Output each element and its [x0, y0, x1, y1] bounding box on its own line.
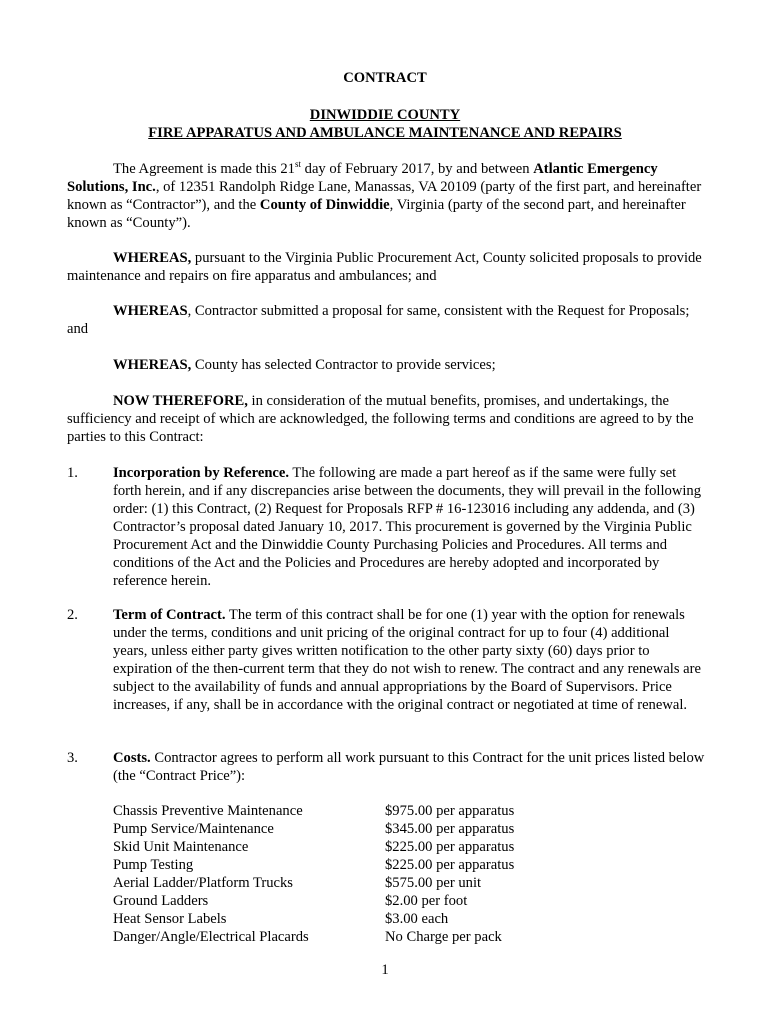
clause-heading: Costs. [113, 750, 151, 766]
county-name: County of Dinwiddie [259, 197, 390, 213]
whereas-label: WHEREAS [113, 303, 188, 319]
price-item-name: Pump Testing [113, 857, 194, 873]
price-item-value: $975.00 per apparatus [385, 803, 515, 819]
item-number: 3. [67, 750, 78, 766]
price-row [113, 892, 593, 910]
whereas-text: , Contractor submitted a proposal for same, consistent with the Request for Proposals; and [67, 303, 690, 337]
price-item-name: Pump Service/Maintenance [113, 821, 274, 837]
clause-heading: Incorporation by Reference. [113, 465, 290, 481]
price-item-value: No Charge per pack [385, 929, 502, 945]
intro-text: , of 12351 Randolph Ridge Lane, Manassas, VA 20109 (party of the first part, and hereinafter known as “Contractor”), and the [67, 179, 702, 213]
county-heading: DINWIDDIE COUNTY [309, 107, 461, 123]
page-number: 1 [381, 962, 389, 978]
whereas-paragraph-3 [67, 356, 707, 374]
price-item-name: Skid Unit Maintenance [113, 839, 249, 855]
contractor-name: Atlantic Emergency Solutions, Inc. [67, 161, 658, 195]
price-row [113, 802, 593, 820]
now-therefore-paragraph [67, 392, 707, 446]
clause-costs [113, 749, 707, 785]
price-row [113, 910, 593, 928]
price-row [113, 874, 593, 892]
item-number: 1. [67, 465, 78, 481]
clause-term [113, 606, 707, 714]
now-therefore-label: NOW THEREFORE, [113, 393, 248, 409]
intro-text: day of February 2017, by and between [301, 161, 534, 177]
document-subtitle: FIRE APPARATUS AND AMBULANCE MAINTENANCE AND REPAIRS [148, 125, 622, 141]
clause-text: Contractor agrees to perform all work pursuant to this Contract for the unit prices listed below (the “Contract Price”): [113, 750, 705, 784]
document-title: CONTRACT [343, 70, 427, 86]
clause-incorporation [113, 464, 707, 590]
intro-paragraph [67, 160, 707, 232]
whereas-paragraph-2 [67, 302, 707, 338]
intro-text: The Agreement is made this 21 [113, 161, 295, 177]
price-item-name: Chassis Preventive Maintenance [113, 803, 303, 819]
price-row [113, 838, 593, 856]
clause-text: The term of this contract shall be for one (1) year with the option for renewals under the terms, conditions and unit pricing of the original contract for up to four (4) additional years, unless either party gives written notification to the other party sixty (60) days prior to expiration of the then-current term that they do not wish to renew. The contract and any renewals are subject to the availability of funds and annual appropriations by the Board of Supervisors. Price increases, if any, shall be in accordance with the original contract or negotiated at time of renewal. [113, 607, 701, 713]
whereas-label: WHEREAS, [113, 250, 192, 266]
price-item-name: Danger/Angle/Electrical Placards [113, 929, 309, 945]
intro-text: , Virginia (party of the second part, and hereinafter known as “County”). [67, 197, 686, 231]
price-row [113, 856, 593, 874]
price-row [113, 820, 593, 838]
price-item-value: $345.00 per apparatus [385, 821, 515, 837]
whereas-text: pursuant to the Virginia Public Procurement Act, County solicited proposals to provide maintenance and repairs on fire apparatus and ambulances; and [67, 250, 702, 284]
price-item-name: Aerial Ladder/Platform Trucks [113, 875, 293, 891]
price-item-name: Ground Ladders [113, 893, 209, 909]
intro-superscript: st [294, 159, 301, 170]
clause-heading: Term of Contract. [113, 607, 226, 623]
price-item-value: $225.00 per apparatus [385, 839, 515, 855]
price-item-name: Heat Sensor Labels [113, 911, 227, 927]
now-therefore-text: in consideration of the mutual benefits, promises, and undertakings, the sufficiency and receipt of which are acknowledged, the following terms and conditions are agreed to by the parties to this Contract: [67, 393, 694, 445]
price-item-value: $2.00 per foot [385, 893, 468, 909]
price-item-value: $575.00 per unit [385, 875, 482, 891]
whereas-label: WHEREAS, [113, 357, 192, 373]
whereas-text: County has selected Contractor to provide services; [191, 357, 496, 373]
clause-text: The following are made a part hereof as if the same were fully set forth herein, and if any discrepancies arise between the documents, they will prevail in the following order: (1) this Contract, (2) Request for Proposals RFP # 16-123016 including any addenda, and (3) Contractor’s proposal dated January 10, 2017. This procurement is governed by the Virginia Public Procurement Act and the Dinwiddie County Purchasing Policies and Procedures. All terms and conditions of the Act and the Policies and Procedures are hereby adopted and incorporated by reference herein. [113, 465, 702, 589]
price-row [113, 928, 593, 946]
whereas-paragraph-1 [67, 249, 707, 285]
price-item-value: $225.00 per apparatus [385, 857, 515, 873]
item-number: 2. [67, 607, 78, 623]
price-item-value: $3.00 each [385, 911, 449, 927]
